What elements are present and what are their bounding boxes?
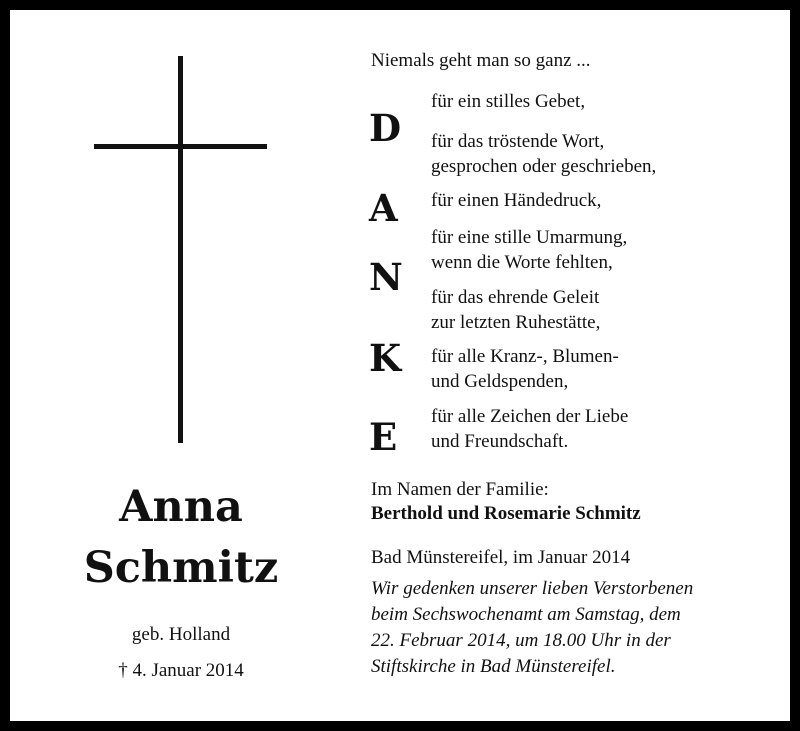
notice-line: 22. Februar 2014, um 18.00 Uhr in der	[371, 630, 671, 651]
thanks-entry	[431, 226, 627, 275]
thanks-line: für das tröstende Wort,	[431, 131, 605, 152]
death-date: † 4. Januar 2014	[118, 660, 244, 681]
thanks-entry	[431, 189, 601, 214]
cross-icon	[178, 56, 183, 443]
thanks-line: für alle Zeichen der Liebe	[431, 406, 629, 427]
thanks-line: und Geldspenden,	[431, 370, 569, 392]
danke-letter-k: K	[369, 336, 402, 380]
danke-letter-d: D	[369, 106, 402, 150]
family-block	[371, 478, 641, 526]
thanks-entry	[431, 90, 585, 115]
notice-line: beim Sechswochenamt am Samstag, dem	[371, 604, 681, 625]
memorial-notice	[371, 576, 751, 680]
thanks-entry	[431, 405, 628, 454]
thanks-line: für eine stille Umarmung,	[431, 227, 628, 248]
intro-text: Niemals geht man so ganz ...	[371, 50, 591, 71]
thanks-line: wenn die Worte fehlten,	[431, 251, 613, 273]
danke-letter-e: E	[369, 415, 398, 459]
danke-letter-n: N	[369, 255, 403, 299]
place-date: Bad Münstereifel, im Januar 2014	[371, 547, 631, 568]
thanks-line: für einen Händedruck,	[431, 190, 602, 211]
thanks-entry	[431, 286, 600, 335]
obituary-card	[10, 10, 790, 721]
deceased-first-name: Anna	[119, 482, 243, 532]
maiden-name: geb. Holland	[131, 624, 231, 645]
danke-letter-a: A	[369, 186, 398, 230]
thanks-line: zur letzten Ruhestätte,	[431, 311, 601, 333]
thanks-line: für alle Kranz-, Blumen-	[431, 346, 619, 367]
thanks-entry	[431, 130, 656, 179]
thanks-entry	[431, 345, 619, 394]
thanks-line: und Freundschaft.	[431, 430, 569, 452]
notice-line: Stiftskirche in Bad Münstereifel.	[371, 656, 616, 677]
thanks-line: für ein stilles Gebet,	[431, 91, 586, 112]
family-label: Im Namen der Familie:	[371, 479, 549, 500]
thanks-line: für das ehrende Geleit	[431, 287, 600, 308]
notice-line: Wir gedenken unserer lieben Verstorbenen	[371, 578, 694, 599]
family-names: Berthold und Rosemarie Schmitz	[371, 503, 641, 524]
thanks-line: gesprochen oder geschrieben,	[431, 155, 657, 177]
deceased-last-name: Schmitz	[83, 543, 279, 593]
cross-icon-bar	[94, 144, 267, 149]
